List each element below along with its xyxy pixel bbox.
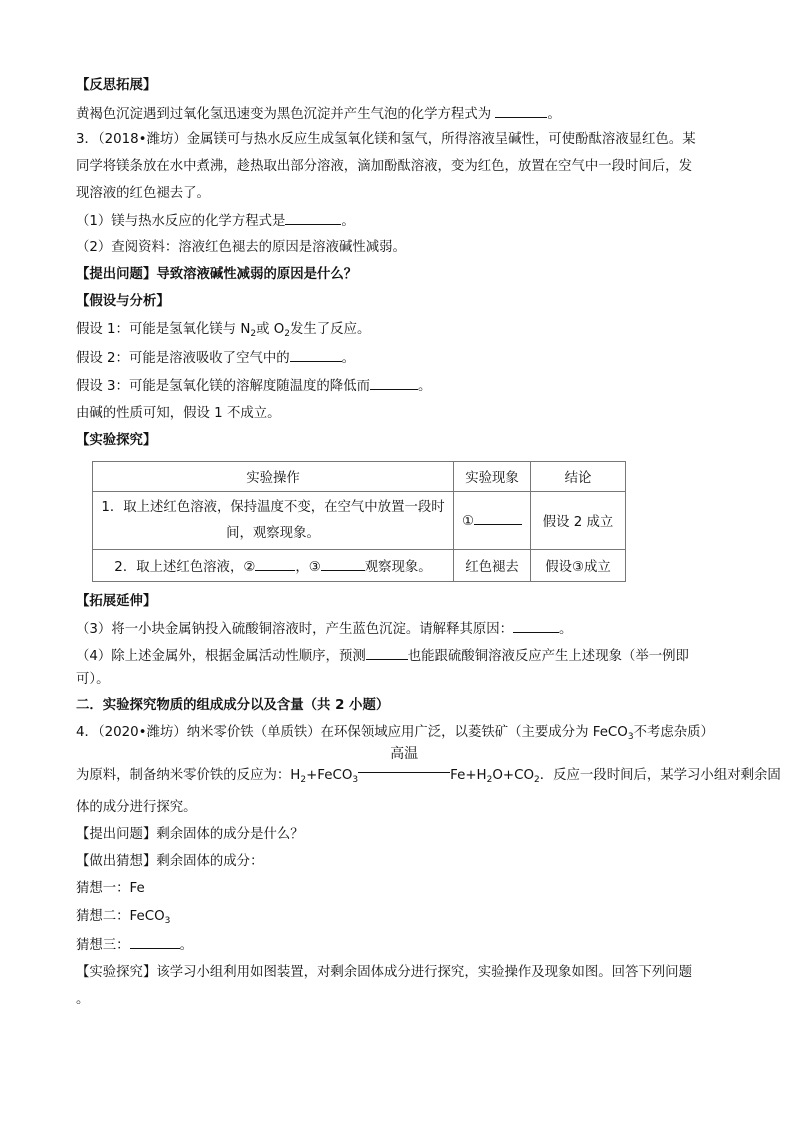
q4-ask: 【提出问题】剩余固体的成分是什么？ [76,827,304,842]
header-phenomenon: 实验现象 [454,462,531,492]
q3-stem-line3: 现溶液的红色褪去了。 [76,186,210,201]
guess-3: 猜想三： 。 [76,938,193,953]
q3-stem-line2: 同学将镁条放在水中煮沸，趁热取出部分溶液，滴加酚酞溶液，变为红色，放置在空气中一段时间后，发 [76,159,692,174]
answer-blank[interactable] [370,377,418,390]
q4-stem-line1: 4．（2020•潍坊）纳米零价铁（单质铁）在环保领域应用广泛，以菱铁矿（主要成分为 FeCO$_3$不考虑杂质） [76,725,714,742]
hypothesis-2: 假设 2：可能是溶液吸收了空气中的 。 [76,351,356,366]
q3-ask: 【提出问题】导致溶液碱性减弱的原因是什么？ [76,267,358,282]
q4-reaction-line: 为原料，制备纳米零价铁的反应为：$H_2+FeCO_3$ 高温 $Fe+H_2O+CO_2$．反应一段时间后，某学习小组对剩余固 [76,746,781,785]
table-header-row [93,462,626,492]
reaction-condition-arrow [358,746,450,779]
extension-heading: 【拓展延伸】 [76,594,157,609]
row2-phenomenon: 红色褪去 [454,550,531,582]
table-row [93,492,626,550]
reflect-question: 黄褐色沉淀遇到过氧化氢迅速变为黑色沉淀并产生气泡的化学方程式为 。 [76,107,561,122]
hypothesis-heading: 【假设与分析】 [76,294,170,309]
experiment-table [92,461,626,582]
answer-blank[interactable] [321,558,365,571]
header-conclusion: 结论 [531,462,626,492]
q4-guess-heading: 【做出猜想】剩余固体的成分： [76,854,264,869]
table-row [93,550,626,582]
row1-conclusion: 假设 2 成立 [531,492,626,550]
answer-blank[interactable] [366,647,408,660]
q4-experiment-line1: 【实验探究】该学习小组利用如图装置，对剩余固体成分进行探究，实验操作及现象如图。回答下列问题 [76,965,692,980]
answer-blank[interactable] [130,936,180,949]
reaction-condition: 高温 [390,746,419,762]
guess-1: 猜想一：Fe [76,881,145,896]
q3-sub4: （4）除上述金属外，根据金属活动性顺序，预测 也能跟硫酸铜溶液反应产生上述现象（举一例即 [76,649,689,664]
row1-operation-line2: 间，观察现象。 [226,525,320,541]
guess-2: 猜想二：FeCO$_3$ [76,909,171,926]
q4-experiment-line2: 。 [76,992,90,1007]
answer-blank[interactable] [290,349,342,362]
answer-blank[interactable] [474,512,522,525]
row1-operation [93,492,454,550]
answer-blank[interactable] [513,620,559,633]
row1-operation-line1: 1．取上述红色溶液，保持温度不变，在空气中放置一段时 [101,499,445,515]
hypothesis-conclusion: 由碱的性质可知，假设 1 不成立。 [76,406,281,421]
q3-sub2: （2）查阅资料：溶液红色褪去的原因是溶液碱性减弱。 [76,240,406,255]
row2-operation: 2．取上述红色溶液，② ，③ 观察现象。 [93,550,454,582]
q3-sub4-cont: 可）。 [76,672,110,687]
hypothesis-3: 假设 3：可能是氢氧化镁的溶解度随温度的降低而 。 [76,379,432,394]
header-operation: 实验操作 [93,462,454,492]
q3-sub3: （3）将一小块金属钠投入硫酸铜溶液时，产生蓝色沉淀。请解释其原因： 。 [76,622,573,637]
reflect-heading: 【反思拓展】 [76,78,157,93]
answer-blank[interactable] [255,558,295,571]
section-2-heading: 二．实验探究物质的组成成分以及含量（共 2 小题） [76,698,390,713]
answer-blank[interactable] [495,105,547,118]
q4-stem-line3: 体的成分进行探究。 [76,800,197,815]
row2-conclusion: 假设③成立 [531,550,626,582]
hypothesis-1: 假设 1：可能是氢氧化镁与 $N_2$或 $O_2$发生了反应。 [76,322,371,339]
q3-stem-line1: 3．（2018•潍坊）金属镁可与热水反应生成氢氧化镁和氢气，所得溶液呈碱性，可使酚酞溶液显红色。某 [76,132,696,147]
row1-phenomenon: ① [454,492,531,550]
q3-sub1: （1）镁与热水反应的化学方程式是 。 [76,214,355,229]
answer-blank[interactable] [285,212,341,225]
experiment-heading: 【实验探究】 [76,433,157,448]
